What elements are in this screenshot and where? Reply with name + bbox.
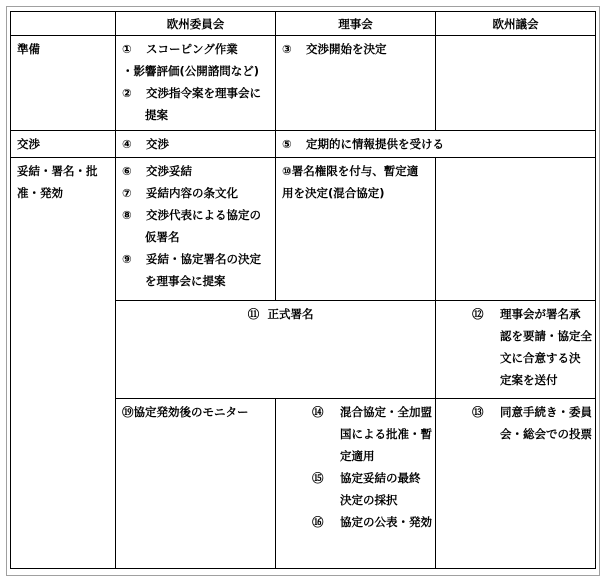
conclusion-step-10: ⑩署名権限を付与、暫定適 <box>282 164 419 178</box>
conclusion-step-13: ⑬ 同意手続き・委員 <box>472 405 592 419</box>
prep-step-1: ① スコーピング作業 <box>122 42 238 56</box>
conclusion-step-12-num: ⑫ <box>472 307 484 321</box>
negotiation-council-cell <box>276 131 596 158</box>
header-blank <box>11 12 116 36</box>
prep-council-cell <box>276 36 436 131</box>
prep-step-2: ② 交渉指令案を理事会に <box>122 86 261 100</box>
conclusion-step-15: ⑮ 協定妥結の最終 <box>312 471 421 485</box>
conclusion-step-6: ⑥ 交渉妥結 <box>122 164 192 178</box>
conclusion-step-10-cont: 用を決定(混合協定) <box>282 186 385 200</box>
stage-label-preparation: 準備 <box>11 36 116 131</box>
conclusion-step-9-cont: を理事会に提案 <box>145 274 226 288</box>
header-council: 理事会 <box>276 12 436 36</box>
conclusion-council-cell <box>276 158 436 301</box>
row-negotiation <box>11 131 596 158</box>
signing-cell <box>116 301 436 399</box>
negotiation-step-4: ④ 交渉 <box>122 137 169 151</box>
eu-trade-agreement-process-table <box>10 11 596 569</box>
conclusion-step-9: ⑨ 妥結・協定署名の決定 <box>122 252 261 266</box>
prep-parliament-cell <box>436 36 596 131</box>
conclusion-step-16: ⑯ 協定の公表・発効 <box>312 515 432 529</box>
prep-commission-cell <box>116 36 276 131</box>
negotiation-commission-cell <box>116 131 276 158</box>
header-row <box>11 12 596 36</box>
conclusion-step-7: ⑦ 妥結内容の条文化 <box>122 186 238 200</box>
conclusion-step-14: ⑭ 混合協定・全加盟 <box>312 405 432 419</box>
conclusion-commission-cell <box>116 158 276 301</box>
header-eu-commission: 欧州委員会 <box>116 12 276 36</box>
prep-step-3: ③ 交渉開始を決定 <box>282 42 387 56</box>
stage-label-conclusion: 妥結・署名・批 准・発効 <box>11 158 116 569</box>
conclusion-parliament-cell <box>436 158 596 301</box>
parliament-final-cell: ⑬ 同意手続き・委員 会・総会での投票 <box>436 399 596 569</box>
header-parliament: 欧州議会 <box>436 12 596 36</box>
negotiation-step-5: ⑤ 定期的に情報提供を受ける <box>282 137 444 151</box>
council-final-cell: ⑭ 混合協定・全加盟 国による批准・暫 定適用 ⑮ 協定妥結の最終 決定の採択 ⑯ 協定の公表・発効 <box>276 399 436 569</box>
conclusion-step-8-cont: 仮署名 <box>145 230 180 244</box>
prep-step-1-cont: ・影響評価(公開諮問など) <box>122 64 260 78</box>
conclusion-step-8: ⑧ 交渉代表による協定の <box>122 208 261 222</box>
parliament-request-cell: ⑫ 理事会が署名承 認を要請・協定全 文に合意する決 定案を送付 <box>436 301 596 399</box>
row-preparation <box>11 36 596 131</box>
stage-label-negotiation: 交渉 <box>11 131 116 158</box>
conclusion-step-11: ⑪ 正式署名 <box>247 307 314 321</box>
prep-step-2-cont: 提案 <box>145 108 168 122</box>
row-conclusion-a <box>11 158 596 301</box>
monitor-cell: ⑲協定発効後のモニター <box>116 399 276 569</box>
